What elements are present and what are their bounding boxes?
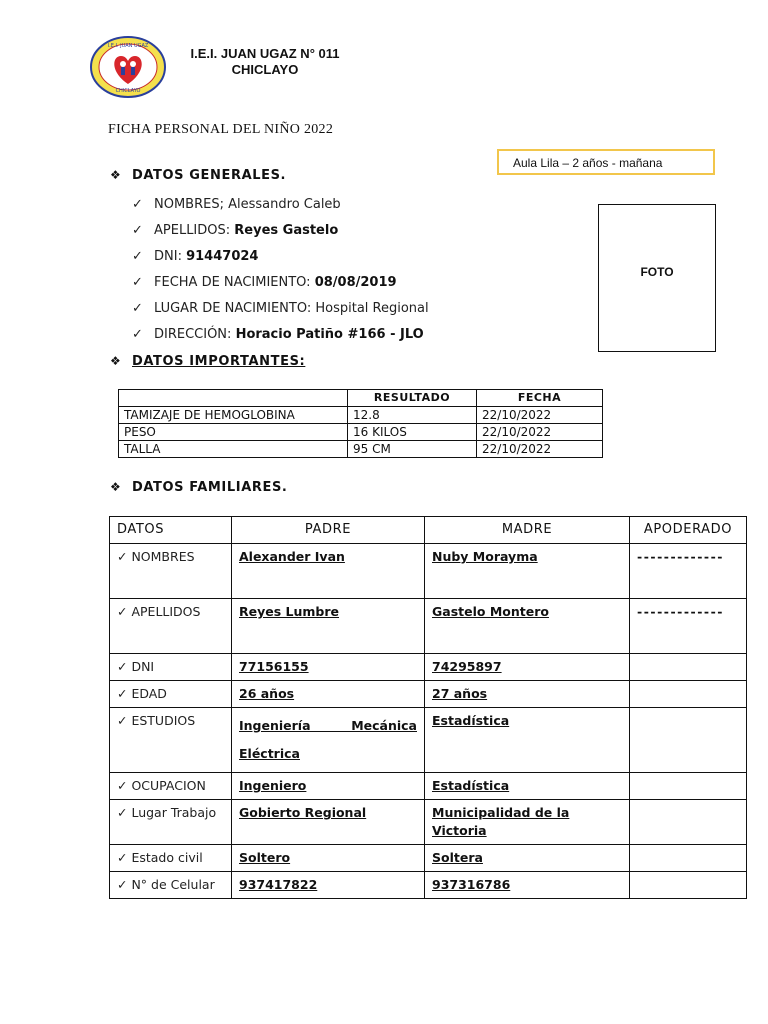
table-cell: 22/10/2022 <box>477 407 603 424</box>
school-name <box>170 46 360 78</box>
checkmark-icon: ✓ <box>132 275 143 290</box>
table-row <box>110 654 747 681</box>
padre-cell: 937417822 <box>232 872 425 899</box>
madre-cell: 937316786 <box>425 872 630 899</box>
diamond-bullet-icon: ❖ <box>110 480 122 494</box>
table-row <box>119 441 603 458</box>
school-line-1: I.E.I. JUAN UGAZ N° 011 <box>190 46 340 61</box>
table-header-row <box>119 390 603 407</box>
table-cell: 22/10/2022 <box>477 424 603 441</box>
table-cell: TAMIZAJE DE HEMOGLOBINA <box>119 407 348 424</box>
table-cell: 16 KILOS <box>348 424 477 441</box>
checkmark-icon: ✓ <box>132 301 143 316</box>
classroom-box: Aula Lila – 2 años - mañana <box>497 149 715 175</box>
padre-cell: Reyes Lumbre <box>232 599 425 654</box>
madre-cell: Municipalidad de la Victoria <box>425 800 630 845</box>
table-row <box>110 773 747 800</box>
svg-text:CHICLAYO: CHICLAYO <box>115 88 141 94</box>
checkmark-icon: ✓ <box>117 549 132 564</box>
madre-cell: Estadística <box>425 708 630 773</box>
table-cell: 22/10/2022 <box>477 441 603 458</box>
table-cell: 12.8 <box>348 407 477 424</box>
table-row <box>110 599 747 654</box>
apoderado-cell <box>630 681 747 708</box>
madre-cell: Soltera <box>425 845 630 872</box>
table-cell: PESO <box>119 424 348 441</box>
column-header <box>119 390 348 407</box>
section-datos-importantes: ❖ DATOS IMPORTANTES: <box>110 354 306 369</box>
checkmark-icon: ✓ <box>117 778 132 793</box>
section-datos-familiares: ❖ DATOS FAMILIARES. <box>110 480 288 495</box>
family-data-table <box>109 516 747 899</box>
madre-cell: Gastelo Montero <box>425 599 630 654</box>
school-logo <box>90 36 166 98</box>
school-line-2: CHICLAYO <box>231 62 299 77</box>
madre-cell: 27 años <box>425 681 630 708</box>
column-header: RESULTADO <box>348 390 477 407</box>
diamond-bullet-icon: ❖ <box>110 168 122 182</box>
row-label: ✓ Lugar Trabajo <box>110 800 232 845</box>
table-row <box>110 544 747 599</box>
row-label: ✓ ESTUDIOS <box>110 708 232 773</box>
general-item-lugar-nacimiento: ✓ LUGAR DE NACIMIENTO: Hospital Regional <box>132 301 429 316</box>
table-row <box>110 845 747 872</box>
checkmark-icon: ✓ <box>117 877 132 892</box>
apoderado-cell <box>630 872 747 899</box>
row-label: ✓ DNI <box>110 654 232 681</box>
table-row <box>119 424 603 441</box>
apoderado-cell <box>630 773 747 800</box>
apoderado-cell <box>630 708 747 773</box>
checkmark-icon: ✓ <box>117 686 132 701</box>
padre-cell: Gobierto Regional <box>232 800 425 845</box>
padre-cell: Alexander Ivan <box>232 544 425 599</box>
padre-cell: Ingeniería Mecánica Eléctrica <box>232 708 425 773</box>
padre-cell: 77156155 <box>232 654 425 681</box>
column-header: PADRE <box>232 517 425 544</box>
general-item-apellidos: ✓ APELLIDOS: Reyes Gastelo <box>132 223 339 238</box>
important-data-table <box>118 389 603 458</box>
apoderado-cell <box>630 845 747 872</box>
general-item-fecha-nacimiento: ✓ FECHA DE NACIMIENTO: 08/08/2019 <box>132 275 397 290</box>
checkmark-icon: ✓ <box>132 327 143 342</box>
table-row <box>110 708 747 773</box>
checkmark-icon: ✓ <box>117 713 132 728</box>
table-row <box>110 872 747 899</box>
svg-text:I.E.I. JUAN UGAZ: I.E.I. JUAN UGAZ <box>107 43 149 49</box>
checkmark-icon: ✓ <box>117 604 132 619</box>
column-header: MADRE <box>425 517 630 544</box>
checkmark-icon: ✓ <box>117 659 132 674</box>
madre-cell: 74295897 <box>425 654 630 681</box>
checkmark-icon: ✓ <box>132 249 143 264</box>
table-row <box>110 681 747 708</box>
general-item-dni: ✓ DNI: 91447024 <box>132 249 259 264</box>
diamond-bullet-icon: ❖ <box>110 354 122 368</box>
column-header: FECHA <box>477 390 603 407</box>
checkmark-icon: ✓ <box>132 197 143 212</box>
padre-cell: 26 años <box>232 681 425 708</box>
checkmark-icon: ✓ <box>117 850 132 865</box>
row-label: ✓ N° de Celular <box>110 872 232 899</box>
table-header-row <box>110 517 747 544</box>
photo-box: FOTO <box>598 204 716 352</box>
page-title: FICHA PERSONAL DEL NIÑO 2022 <box>108 122 334 137</box>
table-cell: TALLA <box>119 441 348 458</box>
section-datos-generales: ❖ DATOS GENERALES. <box>110 168 287 183</box>
column-header: DATOS <box>110 517 232 544</box>
apoderado-cell <box>630 654 747 681</box>
column-header: APODERADO <box>630 517 747 544</box>
table-row <box>110 800 747 845</box>
checkmark-icon: ✓ <box>132 223 143 238</box>
padre-cell: Soltero <box>232 845 425 872</box>
madre-cell: Estadística <box>425 773 630 800</box>
general-item-direccion: ✓ DIRECCIÓN: Horacio Patiño #166 - JLO <box>132 327 424 342</box>
row-label: ✓ Estado civil <box>110 845 232 872</box>
checkmark-icon: ✓ <box>117 805 132 820</box>
row-label: ✓ NOMBRES <box>110 544 232 599</box>
general-item-nombres: ✓ NOMBRES; Alessandro Caleb <box>132 197 341 212</box>
apoderado-cell <box>630 800 747 845</box>
table-row <box>119 407 603 424</box>
row-label: ✓ EDAD <box>110 681 232 708</box>
apoderado-cell: ------------- <box>630 599 747 654</box>
padre-cell: Ingeniero <box>232 773 425 800</box>
table-cell: 95 CM <box>348 441 477 458</box>
apoderado-cell: ------------- <box>630 544 747 599</box>
madre-cell: Nuby Morayma <box>425 544 630 599</box>
row-label: ✓ APELLIDOS <box>110 599 232 654</box>
row-label: ✓ OCUPACION <box>110 773 232 800</box>
